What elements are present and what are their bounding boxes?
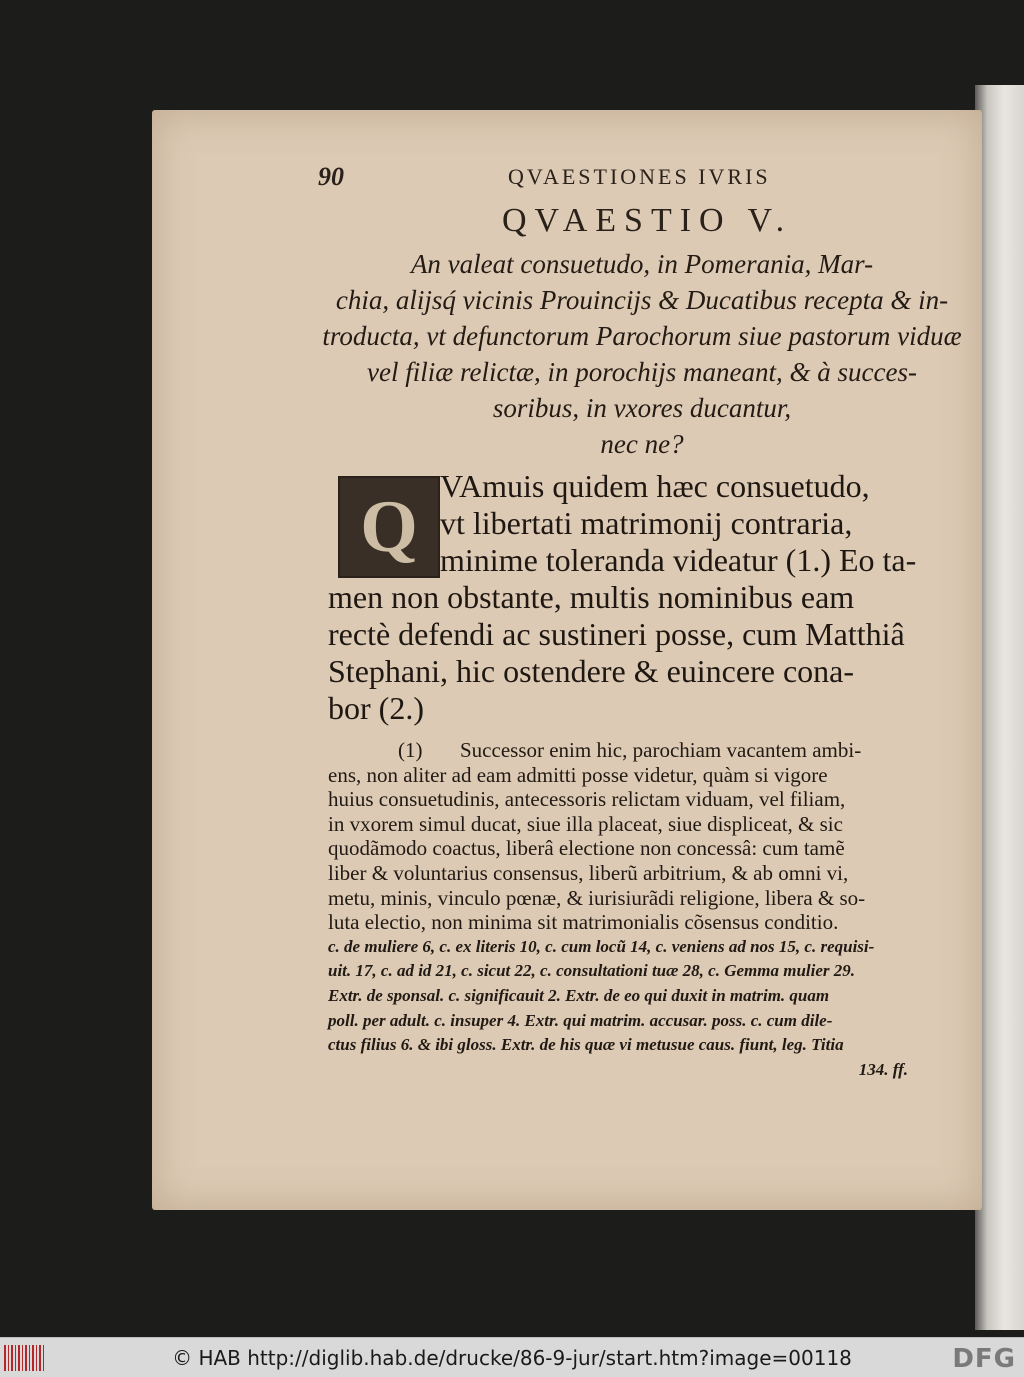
citation-line: uit. 17, c. ad id 21, c. sicut 22, c. consultationi tuæ 28, c. Gemma mulier 29. [328, 961, 856, 981]
running-title: QVAESTIONES IVRIS [508, 164, 771, 189]
question-heading [312, 246, 972, 462]
body-line: vt libertati matrimonij contraria, [440, 505, 853, 541]
question-line: soribus, in vxores ducantur, [492, 393, 792, 423]
footnote-line: ens, non aliter ad eam admitti posse videtur, quàm si vigore [328, 762, 828, 787]
question-line: chia, alijsq́ vicinis Prouincijs & Ducatibus recepta & in- [335, 285, 949, 315]
footnote-line: liber & voluntarius consensus, liberũ arbitrium, & ab omni vi, [328, 860, 849, 885]
footnote [328, 738, 968, 1082]
footnote-line: metu, minis, vinculo pœnæ, & iurisiurãdi religione, libera & so- [328, 885, 866, 910]
footnote-line [328, 738, 968, 763]
main-text [328, 468, 968, 727]
question-line: An valeat consuetudo, in Pomerania, Mar- [410, 249, 874, 279]
citation-line: 134. ff. [858, 1059, 908, 1079]
next-page-edge [975, 85, 1024, 1330]
book-page [152, 110, 982, 1210]
footnote-number: (1) [398, 738, 423, 762]
source-link[interactable]: © HAB http://diglib.hab.de/drucke/86-9-jur/start.htm?image=00118 [172, 1346, 852, 1370]
body-line: men non obstante, multis nominibus eam [328, 579, 855, 615]
viewer-footer [0, 1337, 1024, 1377]
page-header [318, 160, 788, 190]
footnote-text: Successor enim hic, parochiam vacantem ambi- [460, 738, 862, 762]
body-line: minime toleranda videatur (1.) Eo ta- [440, 542, 917, 578]
body-line: VAmuis quidem hæc consuetudo, [440, 468, 870, 504]
footnote-line: luta electio, non minima sit matrimonialis cõsensus conditio. [328, 910, 839, 935]
footnote-line: huius consuetudinis, antecessoris relictam viduam, vel filiam, [328, 787, 846, 812]
footnote-line: in vxorem simul ducat, siue illa placeat, siue displiceat, & sic [328, 811, 843, 836]
question-line: vel filiæ relictæ, in porochijs maneant, & à succes- [367, 357, 917, 387]
dfg-logo: DFG [952, 1344, 1016, 1374]
question-line: troducta, vt defunctorum Parochorum siue pastorum viduæ [322, 321, 962, 351]
question-line: nec ne? [600, 429, 684, 459]
body-line: rectè defendi ac sustineri posse, cum Matthiâ [328, 616, 905, 652]
initial-letter: Q [360, 486, 418, 568]
citation-line: Extr. de sponsal. c. significauit 2. Extr. de eo qui duxit in matrim. quam [328, 985, 830, 1005]
page-number: 90 [318, 162, 344, 191]
body-line: bor (2.) [328, 690, 424, 726]
citation-line: poll. per adult. c. insuper 4. Extr. qui matrim. accusar. poss. c. cum dile- [328, 1010, 833, 1030]
citation-line: c. de muliere 6, c. ex literis 10, c. cum locũ 14, c. veniens ad nos 15, c. requisi- [328, 936, 875, 956]
citation-line: ctus filius 6. & ibi gloss. Extr. de his quæ vi metusue caus. fiunt, leg. Titia [328, 1035, 844, 1055]
question-title: QVAESTIO V. [502, 202, 793, 239]
body-line: Stephani, hic ostendere & euincere cona- [328, 653, 854, 689]
footnote-line: quodãmodo coactus, liberâ electione non concessâ: cum tamẽ [328, 836, 845, 861]
